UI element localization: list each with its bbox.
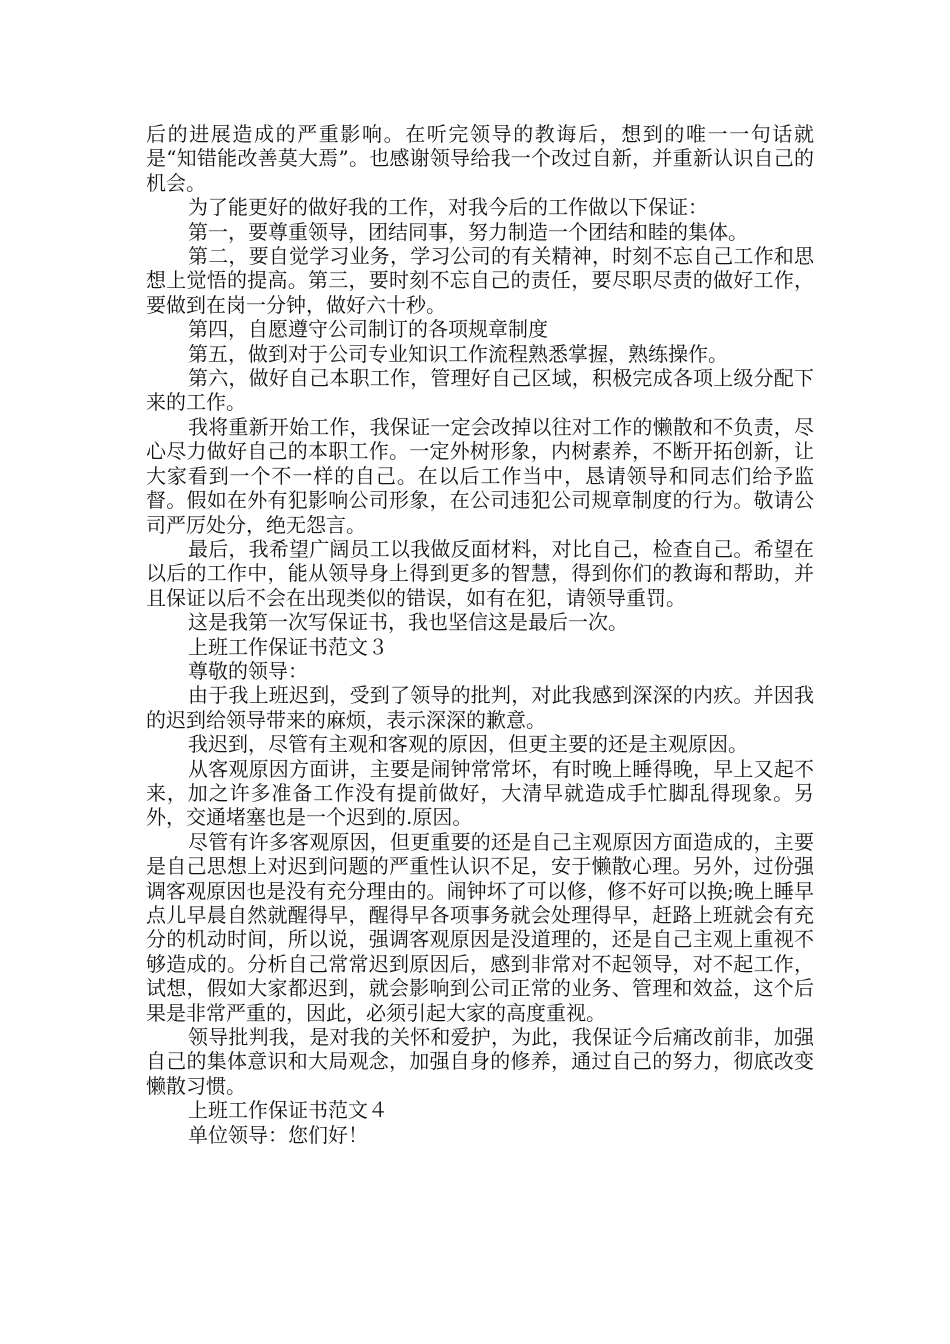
- paragraph: 第六，做好自己本职工作，管理好自己区域，积极完成各项上级分配下来的工作。: [146, 366, 814, 415]
- paragraph: 第五，做到对于公司专业知识工作流程熟悉掌握，熟练操作。: [188, 341, 728, 366]
- paragraph: 最后，我希望广阔员工以我做反面材料，对比自己，检查自己。希望在以后的工作中，能从领导身上得到更多的智慧，得到你们的教诲和帮助，并且保证以后不会在出现类似的错误，如有在犯，请领导重罚。: [146, 536, 814, 610]
- paragraph: 第一，要尊重领导，团结同事，努力制造一个团结和睦的集体。: [188, 219, 748, 244]
- section-heading: 上班工作保证书范文４: [188, 1098, 388, 1123]
- paragraph: 由于我上班迟到，受到了领导的批判，对此我感到深深的内疚。并因我的迟到给领导带来的麻烦，表示深深的歉意。: [146, 683, 814, 732]
- section-heading: 上班工作保证书范文３: [188, 634, 388, 659]
- salutation: 单位领导：您们好！: [188, 1122, 368, 1147]
- paragraph: 尽管有许多客观原因，但更重要的还是自己主观原因方面造成的，主要是自己思想上对迟到问题的严重性认识不足，安于懒散心理。另外，过份强调客观原因也是没有充分理由的。闹钟坏了可以修，修不好可以换;晚上睡早点儿早晨自然就醒得早，醒得早各项事务就会处理得早，赶路上班就会有充分的机动时间，所以说，强调客观原因是没道理的，还是自己主观上重视不够造成的。分析自己常常迟到原因后，感到非常对不起领导，对不起工作，试想，假如大家都迟到，就会影响到公司正常的业务、管理和效益，这个后果是非常严重的，因此，必须引起大家的高度重视。: [146, 829, 814, 1025]
- paragraph: 从客观原因方面讲，主要是闹钟常常坏，有时晚上睡得晚，早上又起不来，加之许多准备工作没有提前做好，大清早就造成手忙脚乱得现象。另外，交通堵塞也是一个迟到的.原因。: [146, 756, 814, 830]
- paragraph: 第四，自愿遵守公司制订的各项规章制度: [188, 317, 548, 342]
- paragraph: 这是我第一次写保证书，我也坚信这是最后一次。: [188, 610, 628, 635]
- paragraph: 为了能更好的做好我的工作，对我今后的工作做以下保证：: [188, 195, 708, 220]
- paragraph: 后的进展造成的严重影响。在听完领导的教诲后，想到的唯一一句话就是“知错能改善莫大焉”。也感谢领导给我一个改过自新，并重新认识自己的机会。: [146, 122, 814, 195]
- salutation: 尊敬的领导：: [188, 658, 308, 683]
- paragraph: 领导批判我，是对我的关怀和爱护，为此，我保证今后痛改前非，加强自己的集体意识和大局观念，加强自身的修养，通过自己的努力，彻底改变懒散习惯。: [146, 1025, 814, 1098]
- paragraph: 我将重新开始工作，我保证一定会改掉以往对工作的懒散和不负责，尽心尽力做好自己的本职工作。一定外树形象，内树素养，不断开拓创新，让大家看到一个不一样的自己。在以后工作当中，恳请领导和同志们给予监督。假如在外有犯影响公司形象，在公司违犯公司规章制度的行为。敬请公司严厉处分，绝无怨言。: [146, 414, 814, 537]
- document-body: [146, 122, 814, 1147]
- paragraph: 第二，要自觉学习业务，学习公司的有关精神，时刻不忘自己工作和思想上觉悟的提高。第三，要时刻不忘自己的责任，要尽职尽责的做好工作，要做到在岗一分钟，做好六十秒。: [146, 244, 814, 317]
- paragraph: 我迟到，尽管有主观和客观的原因，但更主要的还是主观原因。: [188, 732, 748, 757]
